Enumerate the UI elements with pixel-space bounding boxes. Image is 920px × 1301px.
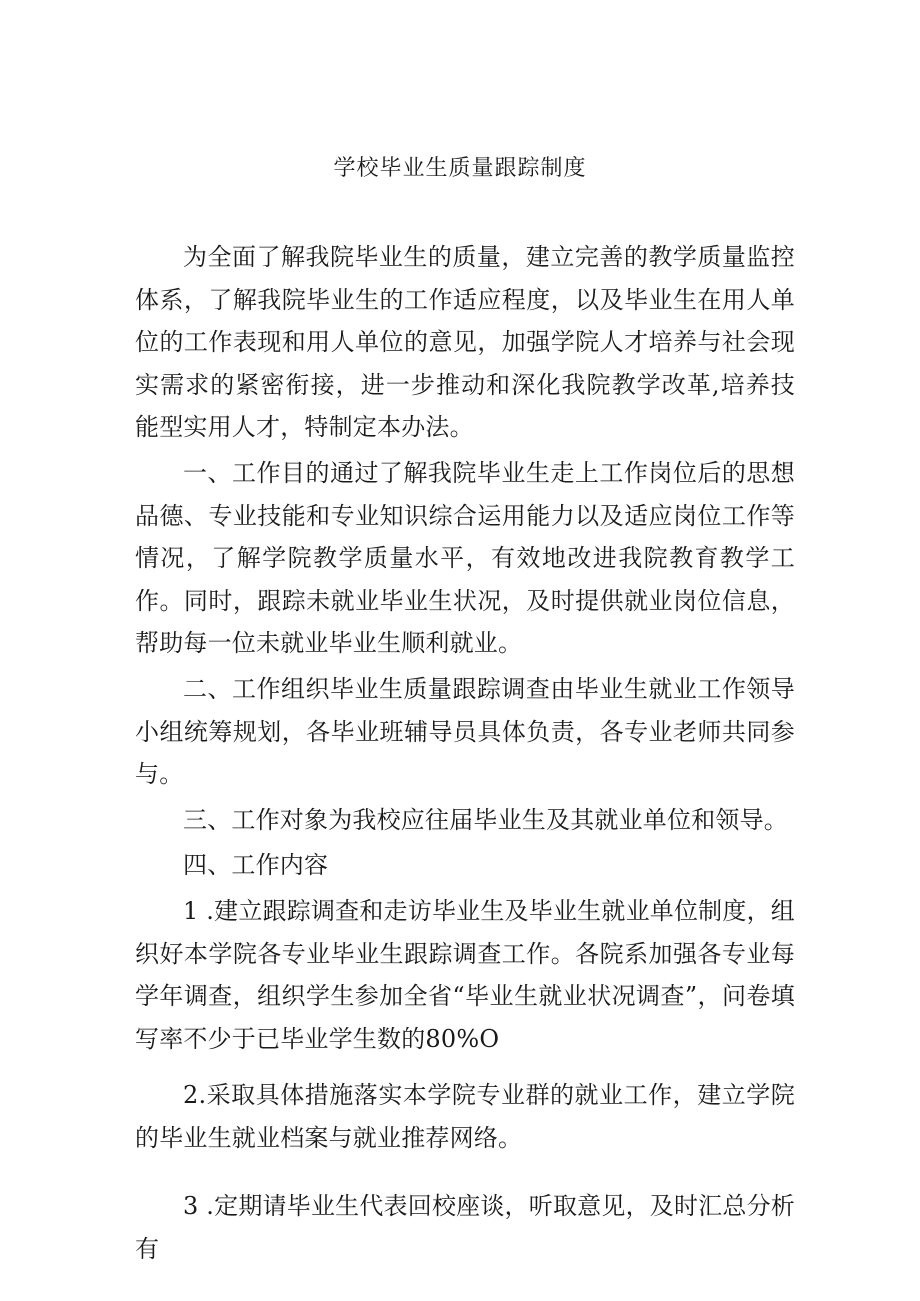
intro-paragraph: 为全面了解我院毕业生的质量，建立完善的教学质量监控体系，了解我院毕业生的工作适应程度，以及毕业生在用人单位的工作表现和用人单位的意见，加强学院人才培养与社会现实需求的紧密衔接，进一步推动和深化我院教学改革,培养技能型实用人才，特制定本办法。 — [135, 243, 795, 442]
section-purpose-paragraph: 一、工作目的通过了解我院毕业生走上工作岗位后的思想品德、专业技能和专业知识综合运用能力以及适应岗位工作等情况，了解学院教学质量水平，有效地改进我院教育教学工作。同时，跟踪未就业毕业生状况，及时提供就业岗位信息，帮助每一位未就业毕业生顺利就业。 — [135, 458, 795, 658]
content-item-1: 1 .建立跟踪调查和走访毕业生及毕业生就业单位制度，组织好本学院各专业毕业生跟踪调查工作。各院系加强各专业每学年调查，组织学生参加全省“毕业生就业状况调查”，问卷填写率不少于已毕业学生数的80%O — [135, 896, 795, 1053]
document-title: 学校毕业生质量跟踪制度 — [333, 156, 587, 181]
section-organization-paragraph: 二、工作组织毕业生质量跟踪调查由毕业生就业工作领导小组统筹规划，各毕业班辅导员具体负责，各专业老师共同参与。 — [135, 674, 795, 789]
section-target-paragraph: 三、工作对象为我校应往届毕业生及其就业单位和领导。 — [183, 805, 788, 834]
section-content-heading: 四、工作内容 — [183, 851, 329, 880]
content-item-3: 3 .定期请毕业生代表回校座谈，听取意见，及时汇总分析有 — [135, 1192, 795, 1264]
document-body — [135, 236, 795, 1271]
content-item-2: 2.采取具体措施落实本学院专业群的就业工作，建立学院的毕业生就业档案与就业推荐网络。 — [135, 1081, 795, 1152]
